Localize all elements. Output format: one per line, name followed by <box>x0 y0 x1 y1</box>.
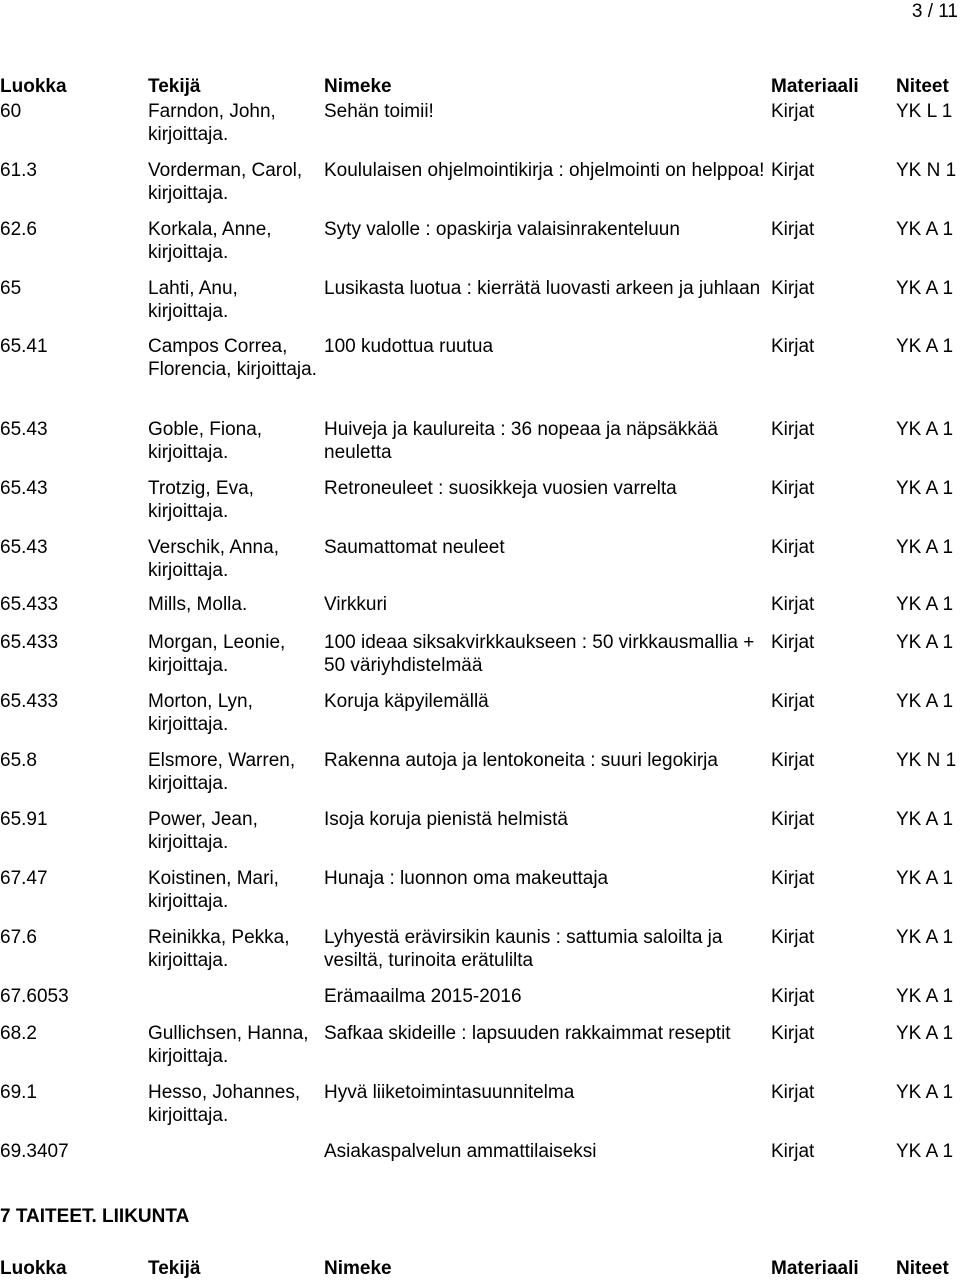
cell-luokka: 67.47 <box>0 868 48 889</box>
cell-niteet: YK A 1 <box>896 478 954 499</box>
cell-materiaali: Kirjat <box>771 336 815 357</box>
cell-tekija: Vorderman, Carol, kirjoittaja. <box>148 160 303 204</box>
cell-luokka: 65 <box>0 278 22 299</box>
cell-tekija: Verschik, Anna, kirjoittaja. <box>148 537 279 581</box>
header-luokka: Luokka <box>0 76 67 97</box>
cell-materiaali: Kirjat <box>771 1082 815 1103</box>
cell-nimeke: Isoja koruja pienistä helmistä <box>324 809 568 830</box>
cell-niteet: YK A 1 <box>896 278 954 299</box>
cell-materiaali: Kirjat <box>771 691 815 712</box>
cell-niteet: YK A 1 <box>896 1082 954 1103</box>
cell-niteet: YK A 1 <box>896 537 954 558</box>
cell-luokka: 69.1 <box>0 1082 37 1103</box>
cell-niteet: YK A 1 <box>896 632 954 653</box>
table-row <box>0 218 960 277</box>
cell-tekija: Morton, Lyn, kirjoittaja. <box>148 691 253 735</box>
cell-tekija: Power, Jean, kirjoittaja. <box>148 809 258 853</box>
cell-nimeke: Huiveja ja kaulureita : 36 nopeaa ja näpsäkkää neuletta <box>324 419 718 463</box>
cell-nimeke: Safkaa skideille : lapsuuden rakkaimmat reseptit <box>324 1023 731 1044</box>
cell-luokka: 65.43 <box>0 537 48 558</box>
cell-tekija: Korkala, Anne, kirjoittaja. <box>148 219 272 263</box>
cell-luokka: 68.2 <box>0 1023 37 1044</box>
cell-materiaali: Kirjat <box>771 809 815 830</box>
cell-tekija: Hesso, Johannes, kirjoittaja. <box>148 1082 301 1126</box>
cell-materiaali: Kirjat <box>771 927 815 948</box>
table-row <box>0 1140 960 1187</box>
cell-luokka: 69.3407 <box>0 1141 69 1162</box>
cell-nimeke: Koululaisen ohjelmointikirja : ohjelmointi on helppoa! <box>324 160 765 181</box>
cell-niteet: YK A 1 <box>896 419 954 440</box>
cell-materiaali: Kirjat <box>771 419 815 440</box>
cell-tekija: Farndon, John, kirjoittaja. <box>148 101 276 145</box>
cell-luokka: 61.3 <box>0 160 37 181</box>
cell-luokka: 60 <box>0 101 22 122</box>
section-table-header-block <box>0 1257 960 1281</box>
cell-materiaali: Kirjat <box>771 278 815 299</box>
table-row <box>0 100 960 159</box>
cell-niteet: YK N 1 <box>896 750 957 771</box>
cell-luokka: 65.41 <box>0 336 48 357</box>
table-row <box>0 985 960 1022</box>
cell-tekija: Goble, Fiona, kirjoittaja. <box>148 419 263 463</box>
header-tekija: Tekijä <box>148 76 201 97</box>
table-row <box>0 536 960 593</box>
cell-materiaali: Kirjat <box>771 101 815 122</box>
cell-niteet: YK A 1 <box>896 868 954 889</box>
table-row <box>0 867 960 926</box>
cell-tekija: Mills, Molla. <box>148 594 248 615</box>
table-header <box>0 1257 960 1281</box>
cell-tekija: Morgan, Leonie, kirjoittaja. <box>148 632 286 676</box>
cell-nimeke: Hyvä liiketoimintasuunnitelma <box>324 1082 575 1103</box>
cell-tekija: Gullichsen, Hanna, kirjoittaja. <box>148 1023 309 1067</box>
cell-nimeke: Virkkuri <box>324 594 387 615</box>
catalog-table <box>0 75 960 1187</box>
page-number: 3 / 11 <box>911 1 958 22</box>
cell-nimeke: Erämaailma 2015-2016 <box>324 986 522 1007</box>
cell-materiaali: Kirjat <box>771 986 815 1007</box>
cell-nimeke: Asiakaspalvelun ammattilaiseksi <box>324 1141 597 1162</box>
cell-luokka: 65.8 <box>0 750 37 771</box>
cell-tekija: Elsmore, Warren, kirjoittaja. <box>148 750 296 794</box>
cell-nimeke: Hunaja : luonnon oma makeuttaja <box>324 868 609 889</box>
cell-nimeke: Syty valolle : opaskirja valaisinrakenteluun <box>324 219 680 240</box>
cell-tekija: Trotzig, Eva, kirjoittaja. <box>148 478 254 522</box>
header-niteet: Niteet <box>896 76 949 97</box>
cell-materiaali: Kirjat <box>771 478 815 499</box>
cell-niteet: YK A 1 <box>896 691 954 712</box>
cell-luokka: 65.43 <box>0 419 48 440</box>
cell-nimeke: 100 kudottua ruutua <box>324 336 494 357</box>
cell-luokka: 65.433 <box>0 594 59 615</box>
cell-tekija: Lahti, Anu, kirjoittaja. <box>148 278 238 322</box>
table-row <box>0 631 960 690</box>
cell-materiaali: Kirjat <box>771 537 815 558</box>
cell-niteet: YK A 1 <box>896 809 954 830</box>
cell-niteet: YK A 1 <box>896 986 954 1007</box>
cell-niteet: YK A 1 <box>896 219 954 240</box>
table-row <box>0 1081 960 1140</box>
cell-luokka: 65.433 <box>0 632 59 653</box>
table-row <box>0 690 960 749</box>
header-tekija: Tekijä <box>148 1258 201 1279</box>
cell-luokka: 62.6 <box>0 219 37 240</box>
cell-niteet: YK A 1 <box>896 1141 954 1162</box>
cell-nimeke: Koruja käpyilemällä <box>324 691 489 712</box>
table-row <box>0 926 960 985</box>
cell-materiaali: Kirjat <box>771 750 815 771</box>
table-header <box>0 75 960 100</box>
cell-luokka: 65.433 <box>0 691 59 712</box>
cell-nimeke: Saumattomat neuleet <box>324 537 505 558</box>
cell-nimeke: Rakenna autoja ja lentokoneita : suuri legokirja <box>324 750 718 771</box>
cell-luokka: 67.6 <box>0 927 37 948</box>
cell-tekija: Campos Correa, Florencia, kirjoittaja. <box>148 336 317 380</box>
table-row <box>0 808 960 867</box>
table-row <box>0 477 960 536</box>
table-row <box>0 335 960 418</box>
table-row <box>0 593 960 631</box>
cell-niteet: YK N 1 <box>896 160 957 181</box>
cell-niteet: YK A 1 <box>896 336 954 357</box>
cell-materiaali: Kirjat <box>771 219 815 240</box>
cell-materiaali: Kirjat <box>771 1141 815 1162</box>
table-row <box>0 159 960 218</box>
header-nimeke: Nimeke <box>324 1258 392 1279</box>
cell-tekija: Koistinen, Mari, kirjoittaja. <box>148 868 279 912</box>
header-luokka: Luokka <box>0 1258 67 1279</box>
table-row <box>0 418 960 477</box>
table-row <box>0 277 960 335</box>
header-niteet: Niteet <box>896 1258 949 1279</box>
table-row <box>0 1022 960 1081</box>
cell-materiaali: Kirjat <box>771 1023 815 1044</box>
cell-materiaali: Kirjat <box>771 868 815 889</box>
cell-materiaali: Kirjat <box>771 594 815 615</box>
cell-luokka: 65.43 <box>0 478 48 499</box>
header-materiaali: Materiaali <box>771 76 859 97</box>
cell-niteet: YK A 1 <box>896 927 954 948</box>
cell-luokka: 65.91 <box>0 809 48 830</box>
cell-nimeke: Lusikasta luotua : kierrätä luovasti arkeen ja juhlaan <box>324 278 761 299</box>
cell-nimeke: Lyhyestä erävirsikin kaunis : sattumia saloilta ja vesiltä, turinoita erätulilta <box>324 927 723 971</box>
cell-niteet: YK L 1 <box>896 101 953 122</box>
cell-luokka: 67.6053 <box>0 986 69 1007</box>
cell-niteet: YK A 1 <box>896 1023 954 1044</box>
section-title: 7 TAITEET. LIIKUNTA <box>0 1206 190 1227</box>
cell-nimeke: 100 ideaa siksakvirkkaukseen : 50 virkkausmallia + 50 väriyhdistelmää <box>324 632 755 676</box>
cell-niteet: YK A 1 <box>896 594 954 615</box>
cell-nimeke: Sehän toimii! <box>324 101 434 122</box>
cell-nimeke: Retroneuleet : suosikkeja vuosien varrelta <box>324 478 677 499</box>
header-nimeke: Nimeke <box>324 76 392 97</box>
cell-tekija: Reinikka, Pekka, kirjoittaja. <box>148 927 290 971</box>
table-row <box>0 749 960 808</box>
header-materiaali: Materiaali <box>771 1258 859 1279</box>
cell-materiaali: Kirjat <box>771 632 815 653</box>
cell-materiaali: Kirjat <box>771 160 815 181</box>
